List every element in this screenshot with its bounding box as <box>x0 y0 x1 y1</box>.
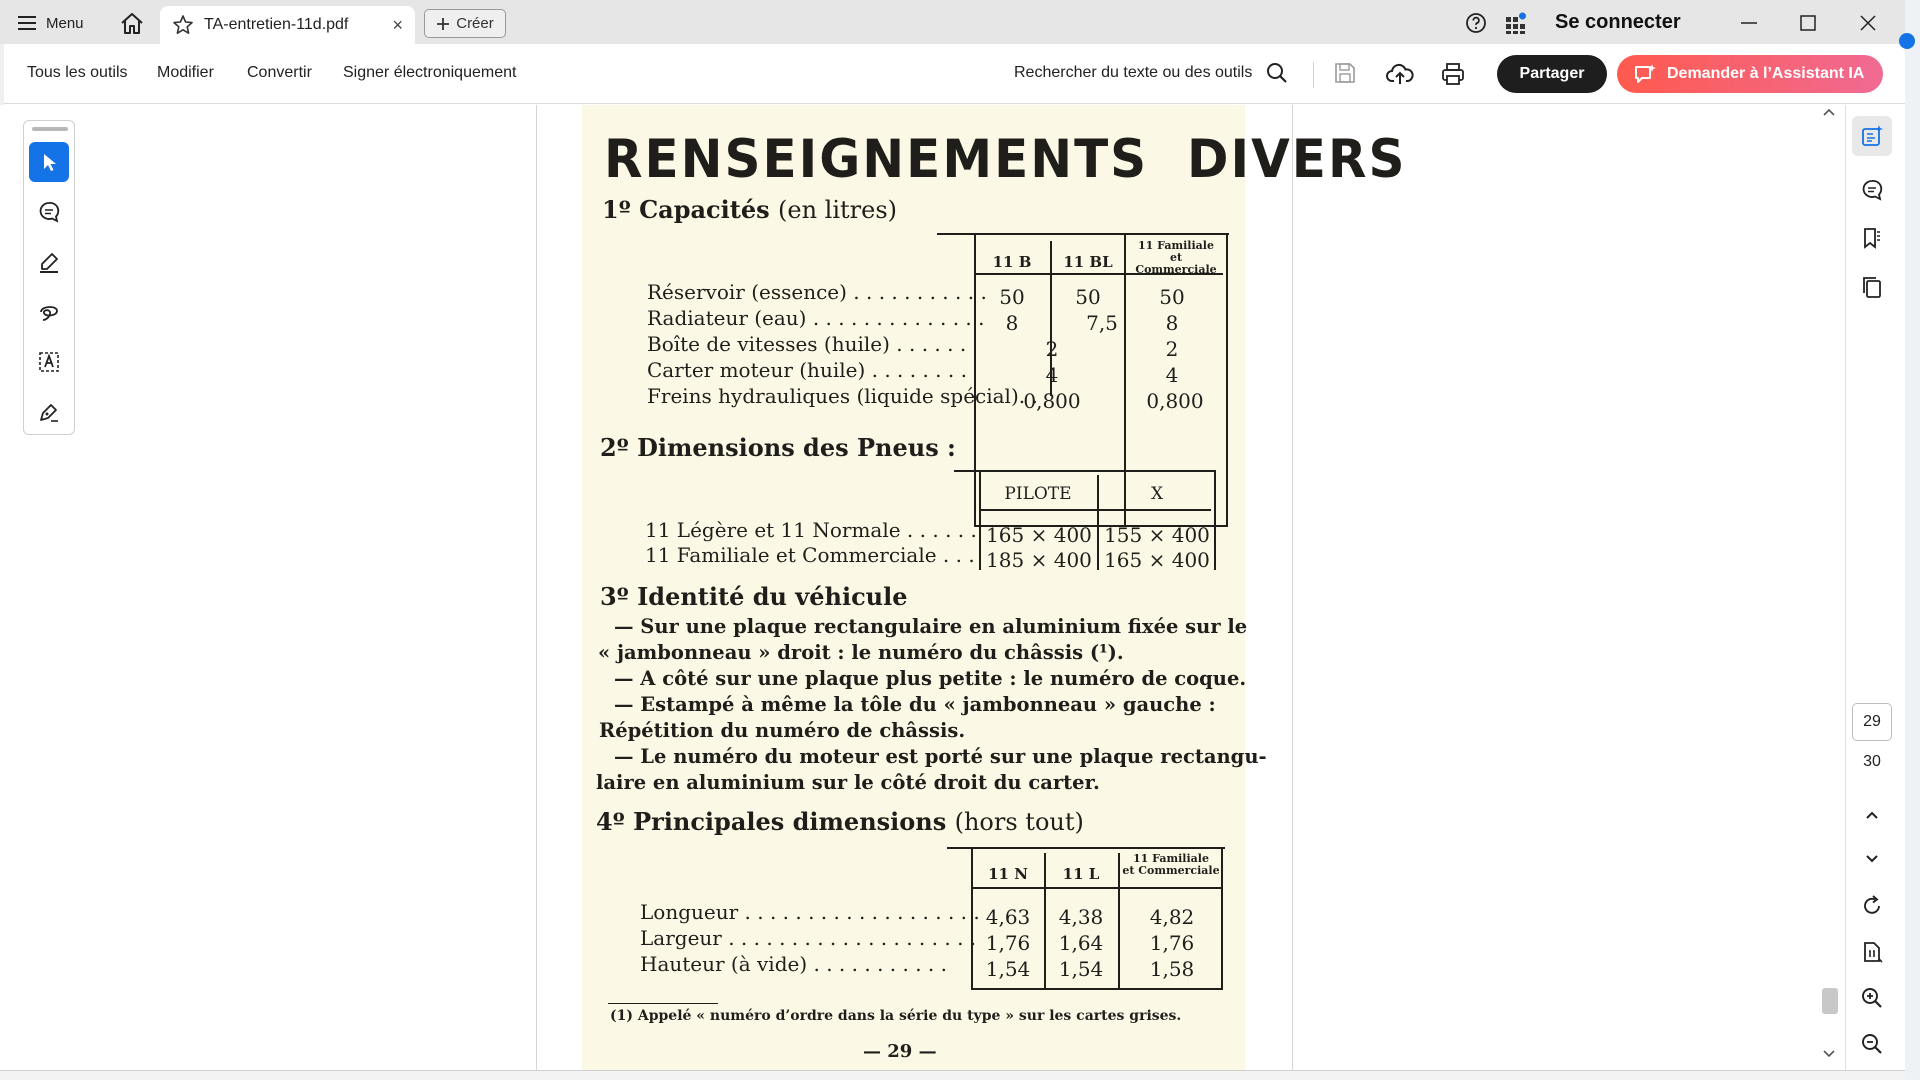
table-row-label: Réservoir (essence) . . . . . . . . . . . <box>647 280 987 304</box>
table-cell: 4,63 <box>985 905 1031 929</box>
ai-assistant-icon <box>1633 62 1657 86</box>
next-page-number[interactable]: 30 <box>1863 753 1881 770</box>
edit-menu[interactable]: Modifier <box>157 64 214 81</box>
ai-doc-icon <box>1860 124 1884 148</box>
footnote-rule <box>608 1003 718 1004</box>
title-bar <box>0 0 1920 44</box>
zoom-out-icon <box>1860 1032 1884 1056</box>
col-header: PILOTE <box>1004 484 1072 504</box>
table-cell: 8 <box>1005 311 1019 335</box>
table-cell: 7,5 <box>1086 311 1118 335</box>
help-badge-icon <box>1899 33 1915 49</box>
table-cell: 50 <box>999 285 1025 309</box>
save-icon[interactable] <box>1333 61 1357 85</box>
document-tab[interactable] <box>160 6 415 44</box>
pages-panel-button[interactable] <box>1852 267 1892 307</box>
comments-panel-button[interactable] <box>1852 170 1892 210</box>
home-icon[interactable] <box>118 10 146 36</box>
plus-icon <box>436 17 450 31</box>
star-icon[interactable] <box>172 14 194 36</box>
text-select-tool-button[interactable] <box>29 342 69 382</box>
footnote: (1) Appelé « numéro d’ordre dans la série du type » sur les cartes grises. <box>610 1008 1182 1024</box>
chevron-up-icon <box>1862 805 1882 825</box>
col-header: 11 N <box>988 865 1028 883</box>
table-cell: 1,64 <box>1058 931 1104 955</box>
menu-button[interactable] <box>18 8 84 38</box>
table-cell: 165 ⨯ 400 <box>1104 548 1210 572</box>
section-2-heading: 2º Dimensions des Pneus : <box>600 433 956 462</box>
cloud-upload-icon[interactable] <box>1386 61 1414 87</box>
apps-grid-icon[interactable] <box>1505 12 1527 34</box>
table-row-label: 11 Légère et 11 Normale . . . . . . <box>645 518 977 542</box>
help-icon[interactable] <box>1465 12 1487 34</box>
col-header: 11 Familiale et Commerciale <box>1135 239 1217 276</box>
ai-assistant-label: Demander à l’Assistant IA <box>1667 65 1865 82</box>
scrollbar-thumb[interactable] <box>1822 988 1838 1014</box>
table-cell: 1,58 <box>1149 957 1195 981</box>
comment-panel-icon <box>1860 178 1884 202</box>
scanned-page-image: RENSEIGNEMENTS DIVERS 1º Capacités (en litres) 11 B 11 BL 11 Familiale et Commerciale Réservoir (essence) . . . . . . . . . . . 50 50 50 Radiateur (eau) . . . . . . . . . . . . . . 8 7,5 8 Boîte de vitesses (huile) . . . . . . 2 2 Carter moteur (huile) . . . . . . . . 4 4 Freins hydrauliques (liquide spécial). . 0,800 0,800 2º Dimensions des Pneus : PILOTE X 11 Légère et 11 Normale . . . . . . 165 ⨯ 400 155 ⨯ 400 11 Familiale et Commerciale . . . 185 ⨯ 400 165 ⨯ 400 3º Identité du véhicule — Sur une plaque rectangulaire en aluminium fixée sur le « jambonneau » droit : le numéro du châssis (¹). — A côté sur une plaque plus petite : le numéro de coque. — Estampé à même la tôle du « jambonneau » gauche : Répétition du numéro de châssis. — Le numéro du moteur est porté sur une plaque rectangu- laire en aluminium sur le côté droit du carter. 4º Principales dimensions (hors tout) 11 N 11 L 11 Familiale et Commerciale Longueur . . . . . . . . . . . . . . . . . . . 4,63 4,38 4,82 Largeur . . . . . . . . . . . . . . . . . . . . 1,76 1,64 1,76 Hauteur (à vide) . . . . . . . . . . . 1,54 1,54 1,58 (1) Appelé « numéro d’ordre dans la série du type » sur les cartes grises. — 29 — <box>582 105 1245 1070</box>
table-cell: 2 <box>1165 337 1179 361</box>
create-label: Créer <box>456 15 494 32</box>
highlighter-pen-icon <box>37 250 61 274</box>
col-header: 11 BL <box>1063 253 1113 271</box>
scroll-down-arrow-icon[interactable] <box>1822 1048 1836 1060</box>
table-row-label: Boîte de vitesses (huile) . . . . . . <box>647 332 967 356</box>
tab-close-icon[interactable]: × <box>392 15 403 35</box>
section-1-heading: 1º Capacités (en litres) <box>602 195 898 224</box>
col-header: 11 L <box>1062 865 1100 883</box>
table-row-label: Radiateur (eau) . . . . . . . . . . . . . . <box>647 306 985 330</box>
col-header: 11 B <box>992 253 1032 271</box>
chevron-down-icon <box>1862 848 1882 868</box>
text-box-icon <box>37 350 61 374</box>
table-cell: 50 <box>1075 285 1101 309</box>
table-row-label: Largeur . . . . . . . . . . . . . . . . . . . . <box>640 926 977 950</box>
create-button[interactable] <box>424 9 506 38</box>
table-cell: 2 <box>1045 337 1059 361</box>
table-cell: 1,54 <box>985 957 1031 981</box>
table-row-label: 11 Familiale et Commerciale . . . <box>645 543 975 567</box>
table-cell: 1,76 <box>1149 931 1195 955</box>
fit-page-icon <box>1860 940 1884 964</box>
table-row-label: Freins hydrauliques (liquide spécial). . <box>647 384 1038 408</box>
table-cell: 185 ⨯ 400 <box>986 548 1092 572</box>
search-tools-field[interactable]: Rechercher du texte ou des outils <box>1014 64 1253 81</box>
next-page-button[interactable] <box>1852 838 1892 878</box>
col-header: X <box>1150 484 1164 504</box>
comment-tool-button[interactable] <box>29 192 69 232</box>
document-scrollbar[interactable] <box>1820 105 1842 1070</box>
table-cell: 8 <box>1165 311 1179 335</box>
table-cell: 1,54 <box>1058 957 1104 981</box>
table-cell: 4 <box>1045 363 1059 387</box>
search-icon[interactable] <box>1265 61 1289 85</box>
table-cell: 50 <box>1159 285 1185 309</box>
table-row-label: Longueur . . . . . . . . . . . . . . . . . . . <box>640 900 980 924</box>
toolbar-divider <box>1313 62 1314 88</box>
hamburger-icon <box>18 16 36 30</box>
copy-pages-icon <box>1860 275 1884 299</box>
select-tool-button[interactable] <box>29 142 69 182</box>
menu-label: Menu <box>46 14 84 32</box>
printed-page-number: — 29 — <box>863 1041 937 1062</box>
cursor-arrow-icon <box>38 151 60 173</box>
table-row-label: Carter moteur (huile) . . . . . . . . <box>647 358 967 382</box>
zoom-in-icon <box>1860 986 1884 1010</box>
maximize-icon[interactable] <box>1795 10 1821 36</box>
ai-assistant-button[interactable] <box>1617 55 1883 93</box>
table-cell: 4,38 <box>1058 905 1104 929</box>
rotate-page-button[interactable] <box>1852 886 1892 926</box>
page-heading: RENSEIGNEMENTS DIVERS <box>604 128 1407 190</box>
current-page-indicator[interactable]: 29 <box>1852 703 1892 741</box>
background-window-edge <box>1905 0 1920 1080</box>
table-cell: 155 ⨯ 400 <box>1104 523 1210 547</box>
highlight-tool-button[interactable] <box>29 242 69 282</box>
table-cell: 4 <box>1165 363 1179 387</box>
previous-page-button[interactable] <box>1852 795 1892 835</box>
section-3-heading: 3º Identité du véhicule <box>600 582 908 611</box>
col-header: 11 Familiale et Commerciale <box>1122 852 1220 877</box>
ai-summary-panel-button[interactable] <box>1852 116 1892 156</box>
sign-in-link[interactable]: Se connecter <box>1555 11 1681 33</box>
table-cell: 0,800 <box>1023 389 1081 413</box>
table-cell: 165 ⨯ 400 <box>986 523 1092 547</box>
comment-icon <box>37 200 61 224</box>
table-cell: 1,76 <box>985 931 1031 955</box>
panel-drag-handle[interactable] <box>32 127 68 131</box>
sign-tool-button[interactable] <box>29 392 69 432</box>
share-button[interactable]: Partager <box>1497 55 1607 93</box>
section-4-heading: 4º Principales dimensions (hors tout) <box>596 807 1084 836</box>
table-row-label: Hauteur (à vide) . . . . . . . . . . . <box>640 952 948 976</box>
table-cell: 0,800 <box>1146 389 1204 413</box>
close-window-icon[interactable] <box>1855 10 1881 36</box>
convert-menu[interactable]: Convertir <box>247 64 312 81</box>
rotate-icon <box>1860 894 1884 918</box>
minimize-icon[interactable] <box>1736 10 1762 36</box>
zoom-in-button[interactable] <box>1852 978 1892 1018</box>
table-cell: 4,82 <box>1149 905 1195 929</box>
all-tools-menu[interactable]: Tous les outils <box>27 64 128 81</box>
draw-tool-button[interactable] <box>29 292 69 332</box>
main-toolbar <box>0 44 1920 104</box>
scroll-up-arrow-icon[interactable] <box>1822 106 1836 118</box>
fit-page-button[interactable] <box>1852 932 1892 972</box>
tab-title: TA-entretien-11d.pdf <box>204 16 349 33</box>
e-sign-menu[interactable]: Signer électroniquement <box>343 64 517 81</box>
freehand-draw-icon <box>37 300 61 324</box>
window-bottom-edge <box>0 1070 1905 1080</box>
quick-tools-panel <box>23 120 75 435</box>
fountain-pen-sign-icon <box>37 400 61 424</box>
bookmarks-panel-button[interactable] <box>1852 218 1892 258</box>
zoom-out-button[interactable] <box>1852 1024 1892 1064</box>
print-icon[interactable] <box>1440 61 1466 87</box>
bookmark-icon <box>1860 226 1884 250</box>
